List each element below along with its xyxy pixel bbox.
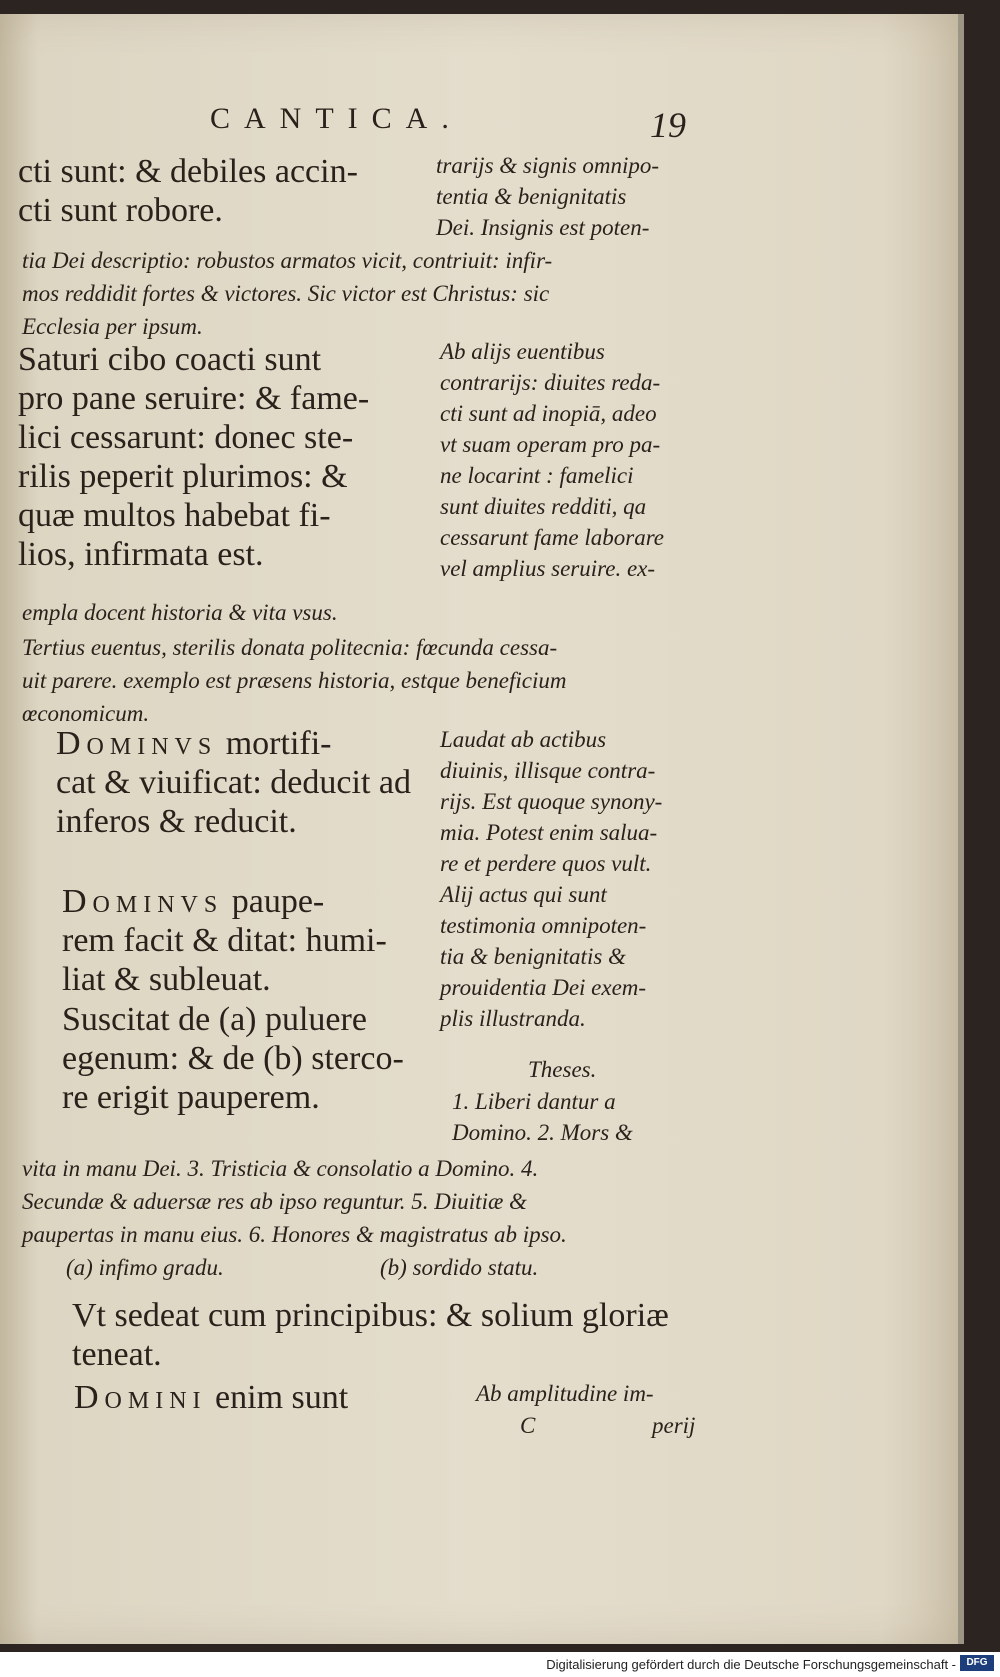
commentary-3: Tertius euentus, sterilis donata politecnia: fœcunda cessa- uit parere. exemplo est præsens historia, estque beneficium œconomicum. [22, 635, 567, 726]
gloss-4: Laudat ab actibus diuinis, illisque contra- rijs. Est quoque synony- mia. Potest enim salua- re et perdere quos vult. Alij actus qui sunt testimonia omnipoten- tia & benignitatis & prouidentia Dei exem- plis illustranda. [440, 727, 663, 1031]
main-text-8 [74, 1378, 434, 1417]
page-number: 19 [650, 105, 686, 145]
gloss-1: trarijs & signis omnipo- tentia & benignitatis Dei. Insignis est poten- [436, 153, 660, 240]
main-text-7: Vt sedeat cum principibus: & solium gloriæ teneat. [72, 1297, 669, 1373]
theses-heading: Theses. [528, 1057, 597, 1082]
note-b: (b) sordido statu. [380, 1255, 539, 1280]
main-text-8-body: enim sunt [206, 1379, 349, 1416]
main-text-4-lead: Dominvs [56, 725, 218, 762]
gloss-6: 1. Liberi dantur a Domino. 2. Mors & [452, 1089, 633, 1145]
dfg-logo: DFG [960, 1655, 994, 1671]
main-text-5-lead: Dominvs [62, 883, 224, 920]
digitization-footer: Digitalisierung gefördert durch die Deutsche Forschungsgemeinschaft - [0, 1652, 1000, 1677]
main-text-6: Suscitat de (a) puluere egenum: & de (b) sterco- re erigit pauperem. [62, 1001, 404, 1116]
signature-mark: C [520, 1413, 536, 1438]
gloss-8: Ab amplitudine im- [476, 1381, 654, 1406]
catchword: perij [652, 1413, 696, 1438]
main-text-5-body: paupe- rem facit & ditat: humi- liat & subleuat. [62, 883, 387, 998]
main-text-8-lead: Domini [74, 1379, 207, 1416]
main-text-5 [62, 882, 442, 999]
main-text-1: cti sunt: & debiles accin- cti sunt robore. [18, 153, 358, 229]
main-text-2: Saturi cibo coacti sunt pro pane seruire: & fame- lici cessarunt: donec ste- rilis peperit plurimos: & quæ multos habebat fi- lios, infirmata est. [18, 341, 370, 573]
gloss-2-continued: empla docent historia & vita vsus. [22, 600, 338, 625]
main-text-4-body: mortifi- cat & viuificat: deducit ad inferos & reducit. [56, 725, 411, 840]
note-a: (a) infimo gradu. [66, 1255, 224, 1280]
gloss-6-continued: vita in manu Dei. 3. Tristicia & consolatio a Domino. 4. Secundæ & aduersæ res ab ipso reguntur. 5. Diuitiæ & paupertas in manu eius. 6. Honores & magistratus ab ipso. [22, 1156, 567, 1247]
book-page [0, 14, 964, 1644]
running-title: CANTICA. [210, 102, 463, 135]
main-text-4 [56, 724, 436, 841]
gloss-1-continued: tia Dei descriptio: robustos armatos vicit, contriuit: infir- mos reddidit fortes & victores. Sic victor est Christus: sic Ecclesia per ipsum. [22, 248, 553, 339]
gloss-2: Ab alijs euentibus contrarijs: diuites reda- cti sunt ad inopiā, adeo vt suam operam pro pa- ne locarint : famelici sunt diuites redditi, qa cessarunt fame laborare vel amplius seruire. ex- [440, 339, 665, 581]
